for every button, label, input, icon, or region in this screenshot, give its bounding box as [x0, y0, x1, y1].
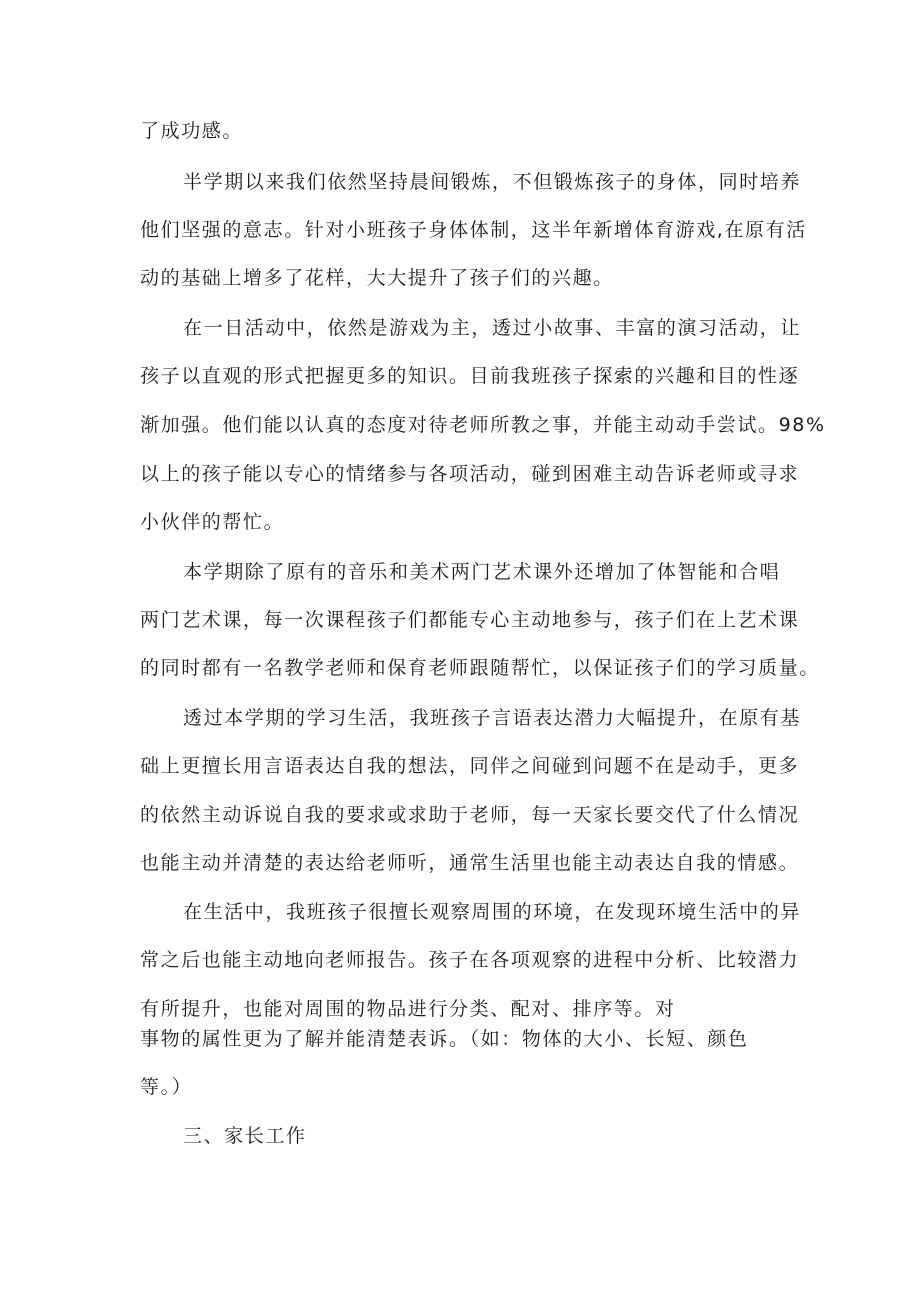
text-line: 的同时都有一名教学老师和保育老师跟随帮忙，以保证孩子们的学习质量。	[140, 657, 820, 679]
text-line: 有所提升，也能对周围的物品进行分类、配对、排序等。对	[140, 998, 676, 1020]
text-line: 事物的属性更为了解并能清楚表诉。（如：物体的大小、长短、颜色	[140, 1028, 749, 1050]
paragraph-start-line: 半学期以来我们依然坚持晨间锻炼，不但锻炼孩子的身体，同时培养	[183, 171, 802, 193]
section-heading: 三、家长工作	[183, 1125, 307, 1147]
text-line: 也能主动并清楚的表达给老师听，通常生活里也能主动表达自我的情感。	[140, 852, 800, 874]
text-line: 的依然主动诉说自我的要求或求助于老师，每一天家长要交代了什么情况	[140, 804, 800, 826]
text-line: 等。）	[140, 1076, 193, 1098]
text-line: 两门艺术课，每一次课程孩子们都能专心主动地参与，孩子们在上艺术课	[140, 609, 800, 631]
text-line: 常之后也能主动地向老师报告。孩子在各项观察的进程中分析、比较潜力	[140, 949, 800, 971]
paragraph-start-line: 在生活中，我班孩子很擅长观察周围的环境，在发现环境生活中的异	[183, 901, 802, 923]
paragraph-start-line: 本学期除了原有的音乐和美术两门艺术课外还增加了体智能和合唱	[183, 561, 781, 583]
text-line: 小伙伴的帮忙。	[140, 511, 285, 533]
paragraph-start-line: 透过本学期的学习生活，我班孩子言语表达潜力大幅提升，在原有基	[183, 707, 802, 729]
text-line: 他们坚强的意志。针对小班孩子身体体制，这半年新增体育游戏,在原有活	[140, 219, 807, 241]
text-line: 渐加强。他们能以认真的态度对待老师所教之事，并能主动动手尝试。98%	[140, 414, 826, 436]
paragraph-start-line: 在一日活动中，依然是游戏为主，透过小故事、丰富的演习活动，让	[183, 317, 802, 339]
text-line: 了成功感。	[140, 120, 244, 142]
text-line: 以上的孩子能以专心的情绪参与各项活动，碰到困难主动告诉老师或寻求	[140, 463, 800, 485]
text-line: 动的基础上增多了花样，大大提升了孩子们的兴趣。	[140, 267, 614, 289]
text-line: 孩子以直观的形式把握更多的知识。目前我班孩子探索的兴趣和目的性逐	[140, 365, 800, 387]
text-line: 础上更擅长用言语表达自我的想法，同伴之间碰到问题不在是动手，更多	[140, 755, 800, 777]
